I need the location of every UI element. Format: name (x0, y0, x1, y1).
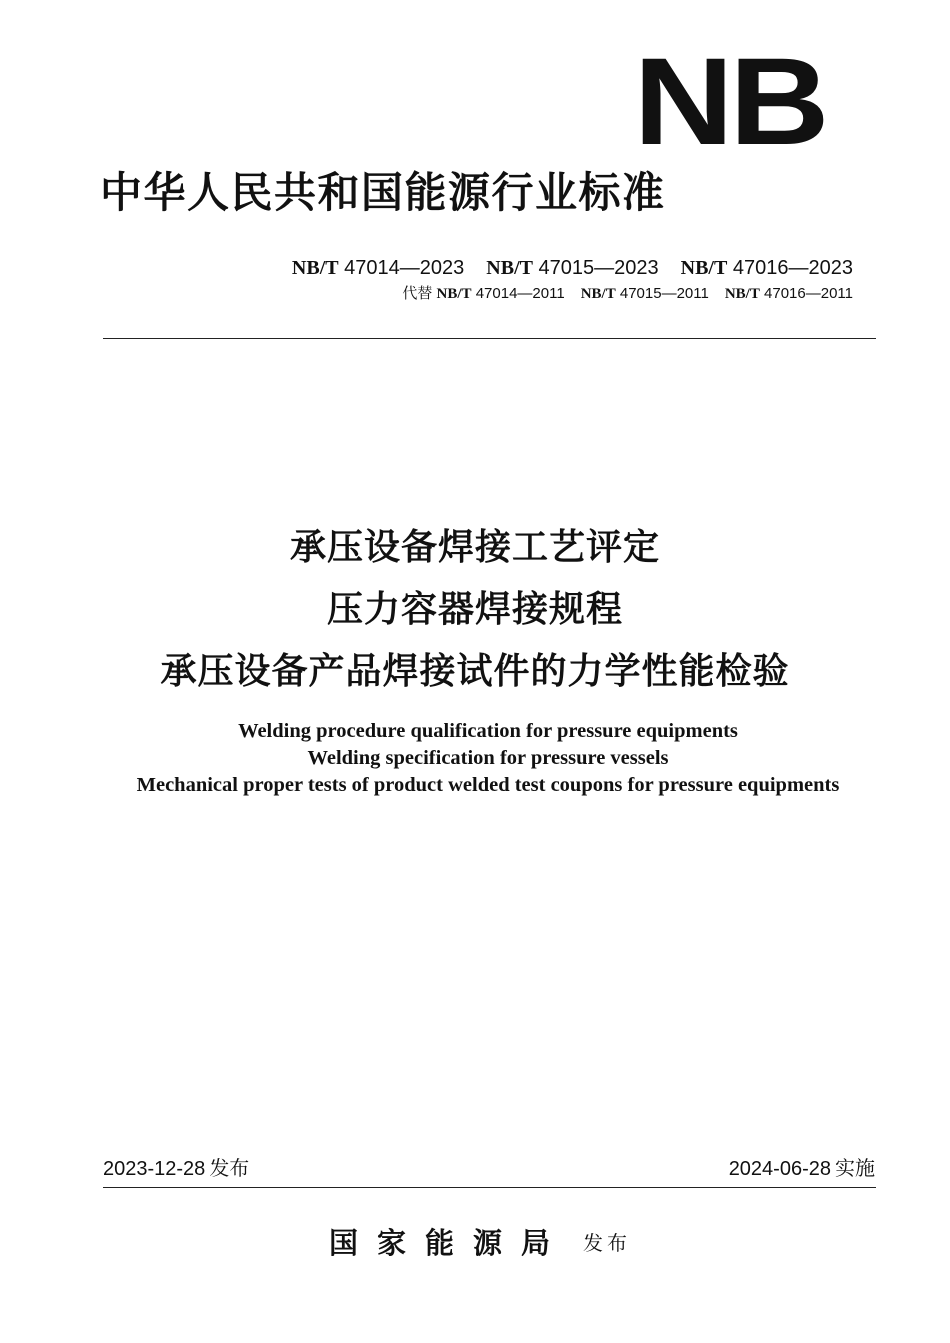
nb-logo: NB (633, 33, 825, 171)
replaced-code-3: NB/T 47016—2011 (724, 285, 853, 302)
zh-title-2: 压力容器焊接规程 (326, 589, 623, 630)
zh-title-3: 承压设备产品焊接试件的力学性能检验 (160, 651, 790, 692)
replace-label: 代替 (402, 285, 433, 302)
standard-codes (292, 258, 853, 302)
en-title-2: Welding specification for pressure vessels (307, 747, 669, 769)
replaced-codes (292, 286, 853, 302)
en-title-1: Welding procedure qualification for pressure equipments (238, 720, 738, 742)
footer-divider (103, 1187, 876, 1188)
publisher-action: 发布 (583, 1231, 631, 1255)
english-titles (0, 718, 950, 799)
header-divider (103, 338, 876, 339)
en-title-3: Mechanical proper tests of product welded test coupons for pressure equipments (136, 774, 840, 796)
standard-category-title: 中华人民共和国能源行业标准 (100, 168, 666, 217)
code-1: NB/T 47014—2023 (291, 257, 465, 279)
current-codes (292, 258, 853, 278)
publisher-org: 国家能源局 (328, 1226, 569, 1260)
replaced-code-2: NB/T 47015—2011 (580, 285, 709, 302)
code-2: NB/T 47015—2023 (486, 257, 659, 279)
effective-date: 2024-06-28 实施 (728, 1156, 875, 1180)
replaced-code-1: 代替 NB/T 47014—2011 (402, 285, 565, 302)
zh-title-1: 承压设备焊接工艺评定 (289, 527, 660, 568)
chinese-titles (0, 517, 950, 703)
code-3: NB/T 47016—2023 (680, 257, 853, 279)
issue-date: 2023-12-28 发布 (103, 1156, 250, 1180)
publisher (0, 1221, 950, 1262)
